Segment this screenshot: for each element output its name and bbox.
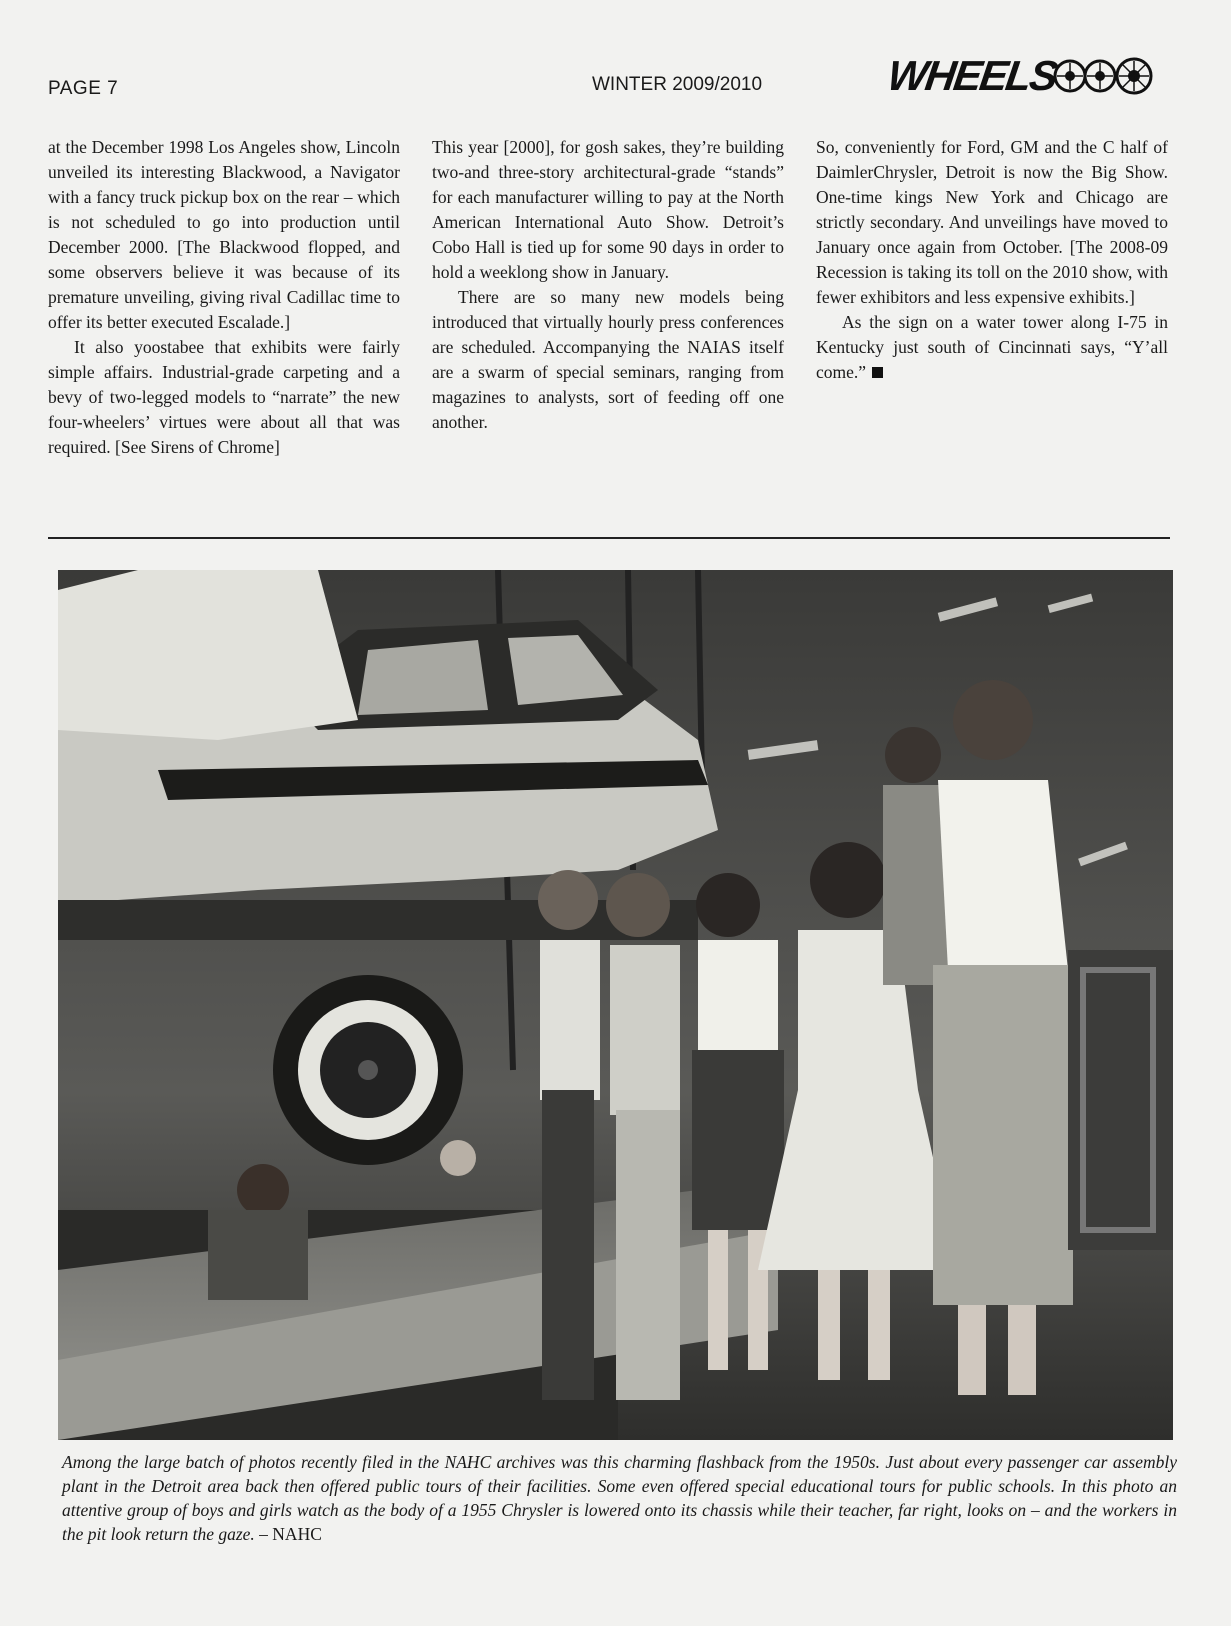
paragraph: So, conveniently for Ford, GM and the C half of DaimlerChrysler, Detroit is now the Big Show. One-time kings New York and Chicago are strictly secondary. And unveilings have moved to January once again from October. [The 2008-09 Recession is taking its toll on the 2010 show, with fewer exhibitors and less expensive exhibits.] (816, 137, 1168, 307)
wheels-logo (884, 52, 1188, 102)
wheels-logo-icon (1048, 56, 1160, 96)
photo-caption (62, 1450, 1177, 1546)
section-divider (48, 537, 1170, 539)
article-columns (48, 135, 1168, 525)
paragraph: There are so many new models being introduced that virtually hourly press conferences are scheduled. Accompanying the NAIAS itself are a swarm of special seminars, ranging from magazines to analysts, sort of feeding off one another. (432, 287, 784, 432)
photo-illustration (58, 570, 1173, 1440)
archival-photo (58, 570, 1173, 1440)
page-header (0, 0, 1231, 110)
paragraph: It also yoostabee that exhibits were fairly simple affairs. Industrial-grade carpeting and a bevy of two-legged models to “narrate” the new four-wheelers’ virtues were about all that was required. [See Sirens of Chrome] (48, 337, 400, 457)
paragraph: This year [2000], for gosh sakes, they’re building two-and three-story architectural-grade “stands” for each manufacturer willing to pay at the North American International Auto Show. Detroit’s Cobo Hall is tied up for some 90 days in order to hold a weeklong show in January. (432, 137, 784, 282)
logo-text: WHEELS (884, 52, 1060, 99)
caption-text: Among the large batch of photos recently filed in the NAHC archives was this charming flashback from the 1950s. Just about every passenger car assembly plant in the Detroit area back then offered public tours of their facilities. Some even offered special educational tours for public schools. In this photo an attentive group of boys and girls watch as the body of a 1955 Chrysler is lowered onto its chassis while their teacher, far right, looks on – and the workers in the pit look return the gaze. (62, 1452, 1177, 1544)
paragraph: at the December 1998 Los Angeles show, Lincoln unveiled its interesting Blackwood, a Navigator with a fancy truck pickup box on the rear – which is not scheduled to go into production until December 2000. [The Blackwood flopped, and some observers believe it was because of its premature unveiling, giving rival Cadillac time to offer its better executed Escalade.] (48, 137, 400, 332)
issue-date: WINTER 2009/2010 (592, 74, 763, 95)
article-column-3 (816, 135, 1168, 525)
article-column-2 (432, 135, 784, 525)
page-number: PAGE 7 (48, 78, 119, 99)
end-of-article-mark (872, 367, 883, 378)
photo-credit: – NAHC (259, 1524, 322, 1544)
article-column-1 (48, 135, 400, 525)
paragraph-end (816, 310, 1168, 385)
paragraph-text: As the sign on a water tower along I-75 in Kentucky just south of Cincinnati says, “Y’all come.” (816, 312, 1168, 382)
